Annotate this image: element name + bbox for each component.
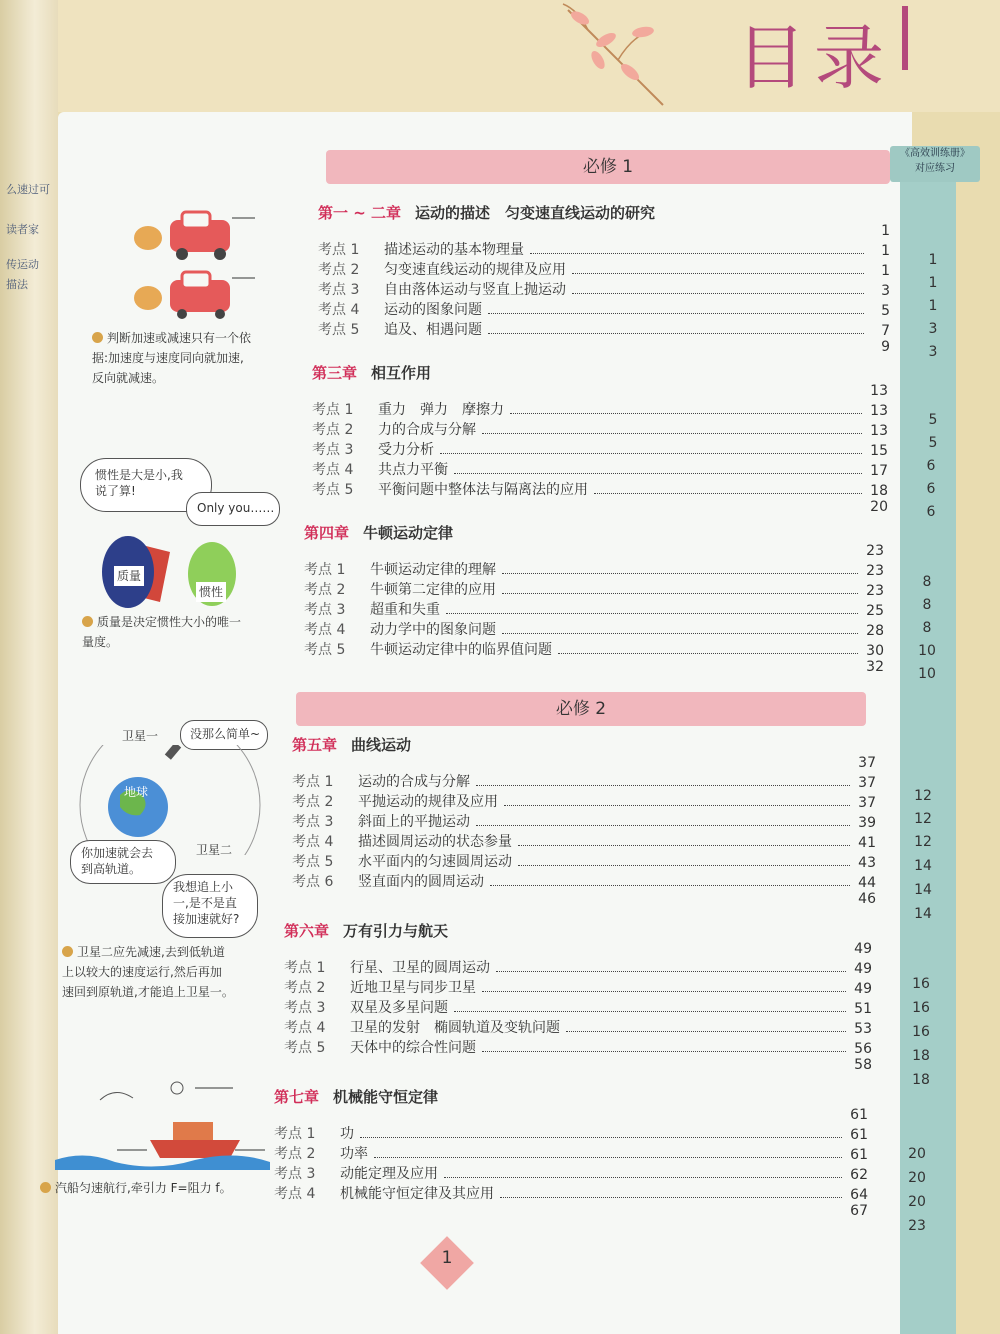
practice-page-num: 6	[926, 481, 936, 497]
toc-row[interactable]: 考点 2 功率 61	[274, 1146, 868, 1163]
chapter-heading: 第一 ~ 二章 运动的描述 匀变速直线运动的研究	[318, 204, 656, 222]
chapter-page: 49	[854, 941, 872, 957]
steamship-illustration-icon	[55, 1080, 270, 1170]
toc-row[interactable]: 考点 5 天体中的综合性问题 56	[284, 1040, 872, 1057]
toc-row[interactable]: 考点 3 超重和失重 25	[304, 602, 884, 619]
chapter-5[interactable]	[292, 734, 876, 907]
page-header	[58, 0, 1000, 112]
note-bullet-icon	[40, 1182, 51, 1193]
toc-row[interactable]: 考点 2 牛顿第二定律的应用 23	[304, 582, 884, 599]
toc-row[interactable]: 考点 3 动能定理及应用 62	[274, 1166, 868, 1183]
practice-page-num: 14	[914, 882, 932, 898]
left-page-edge	[0, 0, 58, 1334]
practice-page-num: 23	[908, 1218, 926, 1234]
chapter-heading: 第四章 牛顿运动定律	[304, 524, 454, 542]
toc-row[interactable]: 考点 1 牛顿运动定律的理解 23	[304, 562, 884, 579]
speech-bubble: 惯性是大是小,我 说了算!	[80, 458, 212, 512]
practice-page-num: 20	[908, 1194, 926, 1210]
section-banner-bixiu1: 必修 1	[326, 150, 890, 184]
toc-row[interactable]: 考点 3 双星及多星问题 51	[284, 1000, 872, 1017]
chapter-6[interactable]	[284, 920, 872, 1073]
chapter-heading: 第七章 机械能守恒定律	[274, 1088, 439, 1106]
practice-page-num: 16	[912, 976, 930, 992]
left-page-text: 读者家	[6, 223, 39, 236]
chapter-page: 1	[881, 223, 890, 239]
toc-row[interactable]: 考点 3 斜面上的平抛运动 39	[292, 814, 876, 831]
car-acceleration-illustration-icon	[120, 200, 270, 320]
toc-row[interactable]: 考点 5 水平面内的匀速圆周运动 43	[292, 854, 876, 871]
left-page-text: 么速过可	[6, 183, 50, 196]
chapter-3[interactable]	[312, 362, 888, 515]
toc-row[interactable]: 考点 2 平抛运动的规律及应用 37	[292, 794, 876, 811]
earth-label: 地球	[124, 785, 149, 799]
note-bullet-icon	[92, 332, 103, 343]
note-ship: 汽船匀速航行,牵引力 F=阻力 f。	[40, 1178, 270, 1198]
mass-label: 质量	[114, 566, 144, 586]
left-page-text: 传运动	[6, 258, 39, 271]
chapter-heading: 第六章 万有引力与航天	[284, 922, 449, 940]
toc-row[interactable]: 考点 1 功 61	[274, 1126, 868, 1143]
toc-row[interactable]: 考点 3 受力分析 15	[312, 442, 888, 459]
chapter-1-2[interactable]	[318, 202, 890, 355]
chapter-4[interactable]	[304, 522, 884, 675]
practice-page-num: 3	[928, 321, 938, 337]
chapter-last-page: 9	[881, 339, 890, 355]
note-acceleration: 判断加速或减速只有一个依 据:加速度与速度同向就加速, 反向就减速。	[92, 331, 252, 385]
practice-page-num: 12	[914, 811, 932, 827]
toc-row[interactable]: 考点 4 描述圆周运动的状态参量 41	[292, 834, 876, 851]
note-satellite: 卫星二应先减速,去到低轨道 上以较大的速度运行,然后再加 速回到原轨道,才能追上卫星一。	[62, 945, 234, 999]
practice-page-num: 6	[926, 504, 936, 520]
practice-page-num: 18	[912, 1072, 930, 1088]
practice-page-num: 12	[914, 834, 932, 850]
practice-label-sub: 对应练习	[915, 163, 955, 174]
toc-row[interactable]: 考点 1 行星、卫星的圆周运动 49	[284, 960, 872, 977]
toc-row[interactable]: 考点 5 追及、相遇问题 7	[318, 322, 890, 339]
chapter-last-page: 20	[870, 499, 888, 515]
chapter-last-page: 67	[850, 1203, 868, 1219]
chapter-page: 37	[858, 755, 876, 771]
chapter-last-page: 46	[858, 891, 876, 907]
left-page-text: 描法	[6, 278, 28, 291]
practice-page-num: 10	[918, 643, 936, 659]
chapter-7[interactable]	[274, 1086, 868, 1219]
practice-page-num: 1	[928, 298, 938, 314]
toc-row[interactable]: 考点 1 重力 弹力 摩擦力 13	[312, 402, 888, 419]
toc-row[interactable]: 考点 3 自由落体运动与竖直上抛运动 3	[318, 282, 890, 299]
toc-row[interactable]: 考点 2 匀变速直线运动的规律及应用 1	[318, 262, 890, 279]
chapter-heading: 第五章 曲线运动	[292, 736, 412, 754]
practice-page-num: 16	[912, 1024, 930, 1040]
branch-decoration-icon	[558, 0, 678, 110]
earth-orbit-illustration-icon	[70, 745, 270, 855]
toc-row[interactable]: 考点 4 动力学中的图象问题 28	[304, 622, 884, 639]
practice-page-num: 8	[922, 574, 932, 590]
toc-row[interactable]: 考点 5 平衡问题中整体法与隔离法的应用 18	[312, 482, 888, 499]
note-bullet-icon	[82, 616, 93, 627]
satellite-two-label: 卫星二	[196, 843, 233, 857]
note-bullet-icon	[62, 946, 73, 957]
practice-page-num: 14	[914, 906, 932, 922]
toc-row[interactable]: 考点 2 近地卫星与同步卫星 49	[284, 980, 872, 997]
speech-bubble: 我想追上小 一,是不是直 接加速就好?	[162, 874, 258, 938]
chapter-page: 13	[870, 383, 888, 399]
practice-page-num: 12	[914, 788, 932, 804]
practice-page-num: 16	[912, 1000, 930, 1016]
satellite-one-label: 卫星一	[122, 729, 159, 743]
practice-page-num: 3	[928, 344, 938, 360]
page-number: 1	[441, 1248, 453, 1268]
practice-page-num: 1	[928, 252, 938, 268]
chapter-last-page: 32	[866, 659, 884, 675]
practice-page-num: 1	[928, 275, 938, 291]
toc-row[interactable]: 考点 4 运动的图象问题 5	[318, 302, 890, 319]
practice-page-num: 20	[908, 1170, 926, 1186]
page-title: 目录	[736, 17, 892, 99]
toc-row[interactable]: 考点 4 机械能守恒定律及其应用 64	[274, 1186, 868, 1203]
toc-row[interactable]: 考点 4 共点力平衡 17	[312, 462, 888, 479]
chapter-page: 23	[866, 543, 884, 559]
toc-row[interactable]: 考点 6 竖直面内的圆周运动 44	[292, 874, 876, 891]
practice-page-num: 14	[914, 858, 932, 874]
inertia-label: 惯性	[196, 582, 226, 602]
practice-page-num: 8	[922, 597, 932, 613]
toc-row[interactable]: 考点 2 力的合成与分解 13	[312, 422, 888, 439]
chapter-last-page: 58	[854, 1057, 872, 1073]
speech-bubble: Only you……	[186, 492, 280, 526]
practice-book-title: 《高效训练册》	[900, 148, 970, 159]
practice-page-num: 5	[928, 412, 938, 428]
toc-row[interactable]: 考点 5 牛顿运动定律中的临界值问题 30	[304, 642, 884, 659]
practice-book-label	[890, 146, 980, 182]
note-inertia: 质量是决定惯性大小的唯一 量度。	[82, 615, 242, 649]
practice-page-num: 10	[918, 666, 936, 682]
practice-page-num: 5	[928, 435, 938, 451]
toc-row[interactable]: 考点 4 卫星的发射 椭圆轨道及变轨问题 53	[284, 1020, 872, 1037]
practice-page-num: 8	[922, 620, 932, 636]
toc-row[interactable]: 考点 1 描述运动的基本物理量 1	[318, 242, 890, 259]
toc-row[interactable]: 考点 1 运动的合成与分解 37	[292, 774, 876, 791]
speech-bubble: 没那么简单~	[180, 720, 268, 750]
speech-bubble: 你加速就会去 到高轨道。	[70, 840, 176, 884]
chapter-heading: 第三章 相互作用	[312, 364, 432, 382]
practice-page-num: 6	[926, 458, 936, 474]
practice-page-num: 20	[908, 1146, 926, 1162]
practice-page-num: 18	[912, 1048, 930, 1064]
section-banner-bixiu2: 必修 2	[296, 692, 866, 726]
chapter-page: 61	[850, 1107, 868, 1123]
title-accent-bar	[902, 6, 908, 70]
